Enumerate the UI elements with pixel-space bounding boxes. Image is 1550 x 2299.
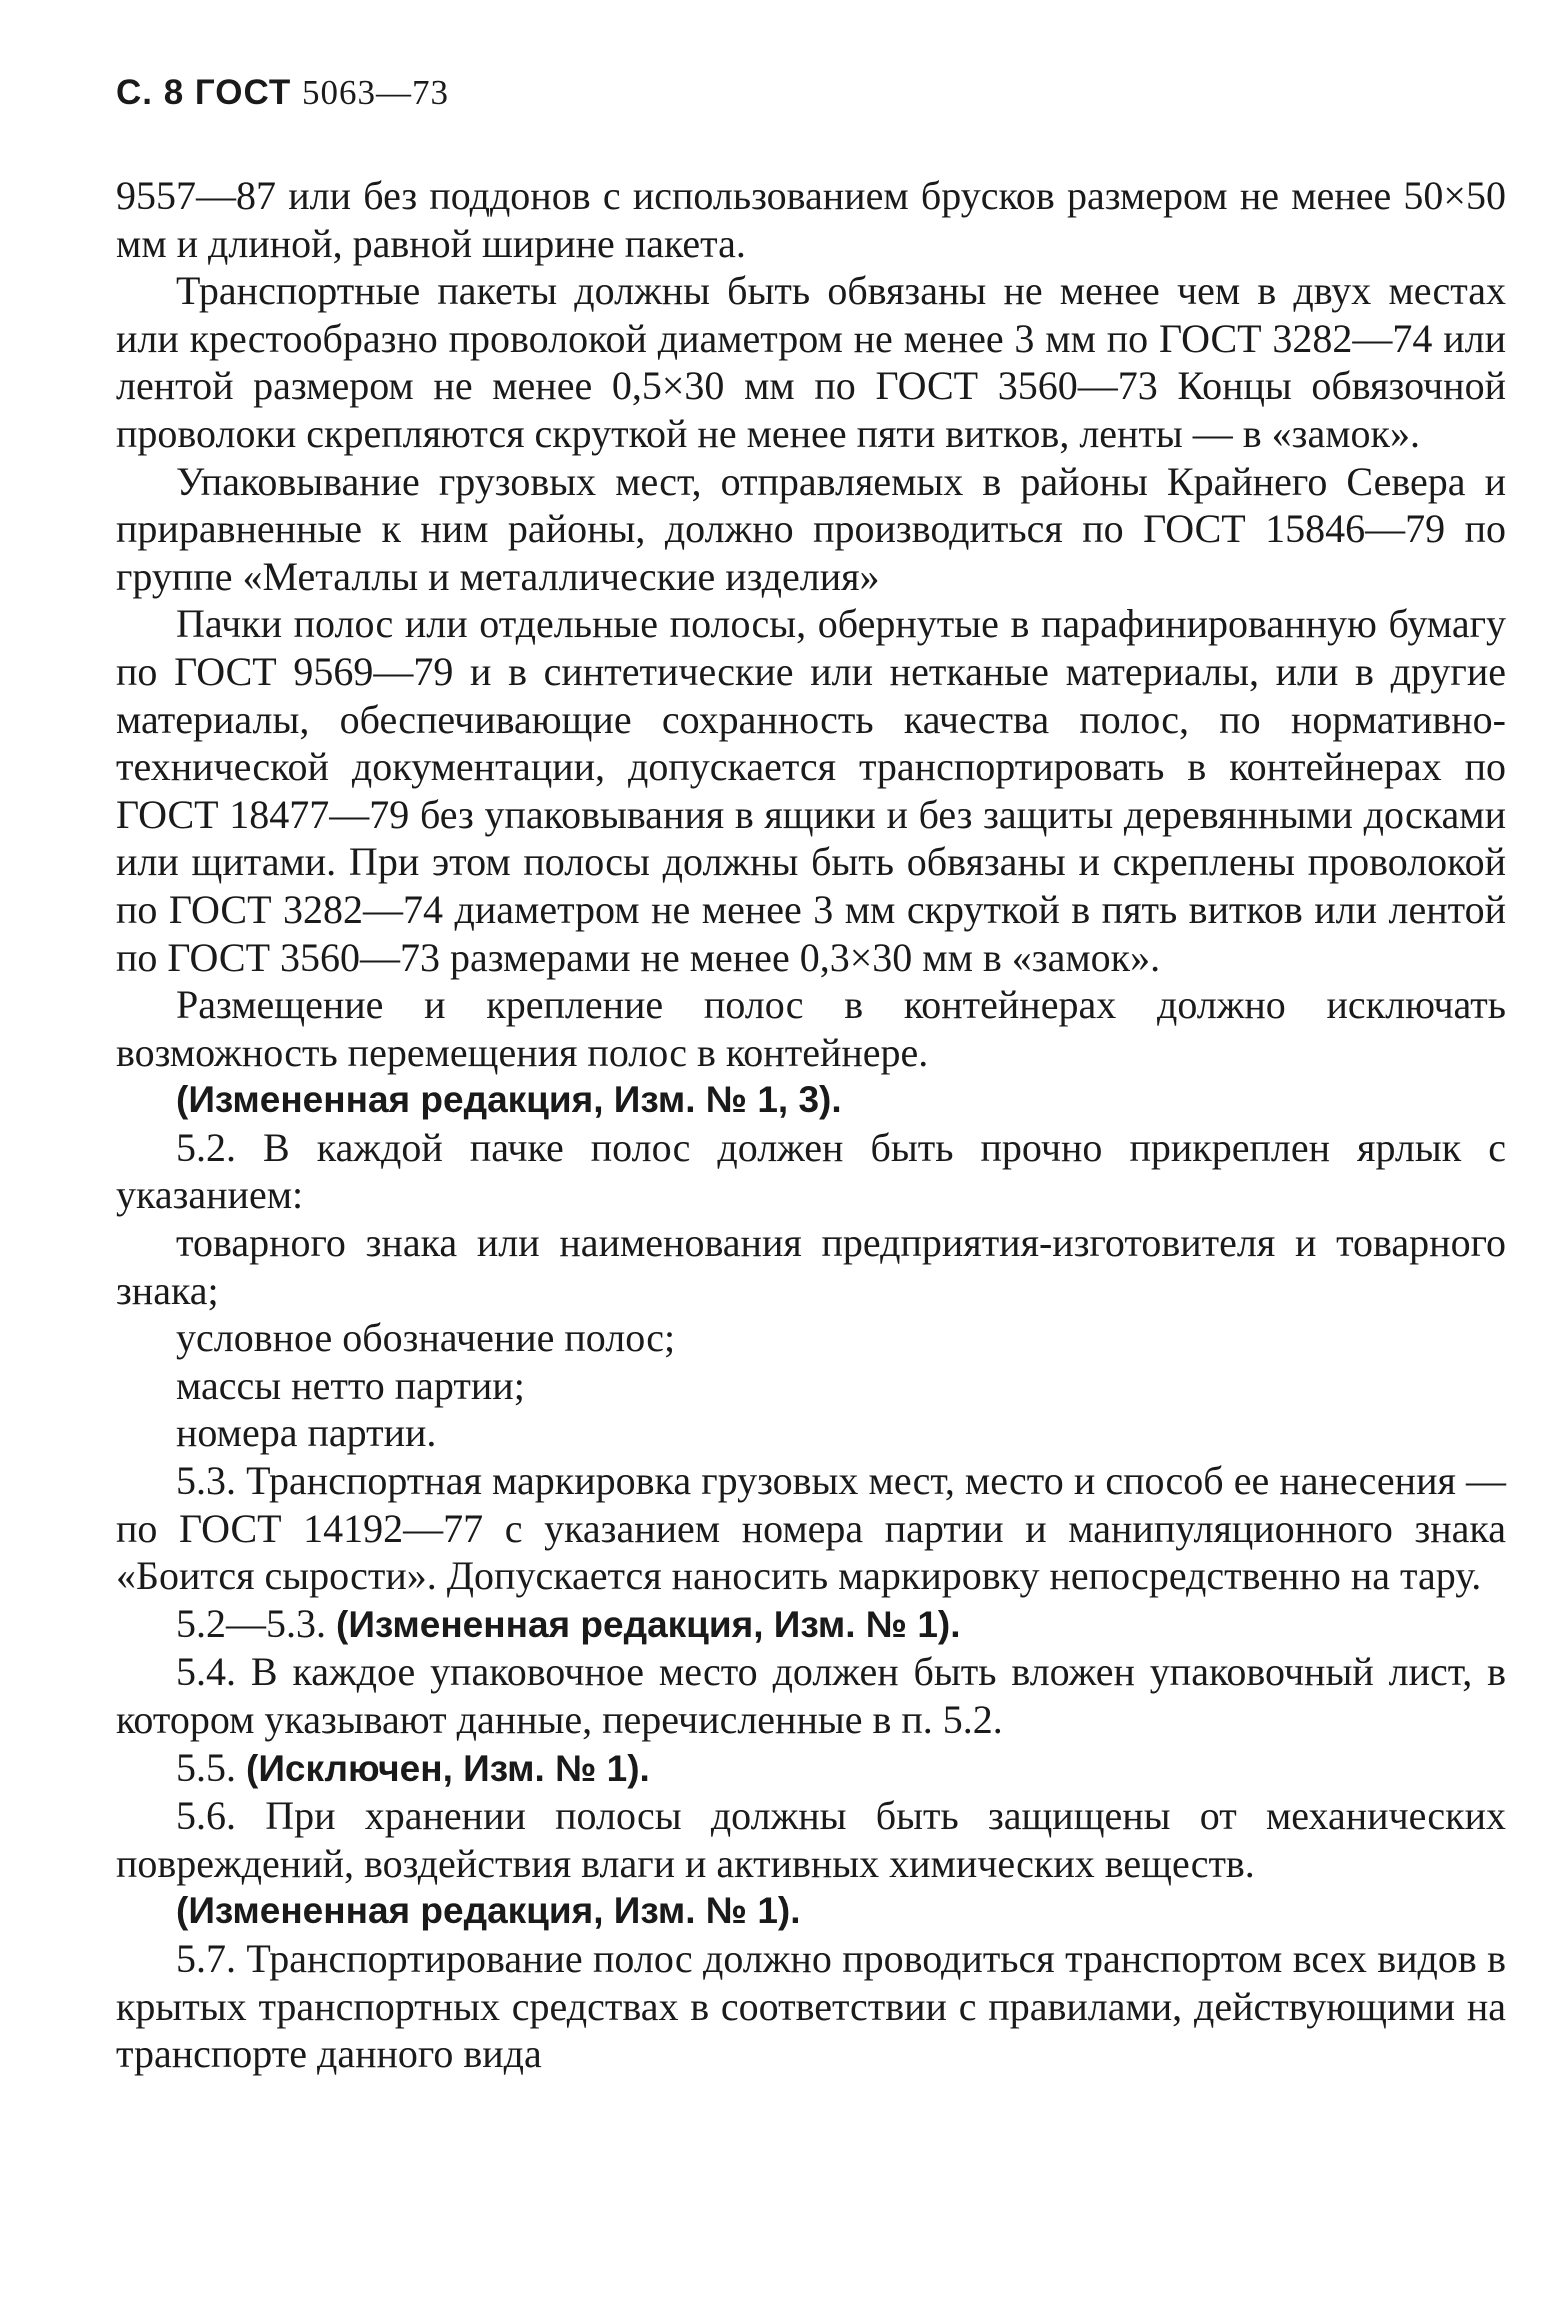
paragraph-continuation: 9557—87 или без поддонов с использованием брусков размером не менее 50×50 мм и длиной, равной ширине пакета.	[116, 173, 1506, 266]
amendment-text: (Измененная редакция, Изм. № 1).	[336, 1603, 961, 1645]
label-item-net-mass: массы нетто партии;	[176, 1362, 525, 1408]
label-item-trademark: товарного знака или наименования предприятия-изготовителя и товарного знака;	[116, 1220, 1506, 1313]
header-prefix: С. 8 ГОСТ	[116, 73, 292, 112]
paragraph-banding: Транспортные пакеты должны быть обвязаны не менее чем в двух местах или крестообразно проволокой диаметром не менее 3 мм по ГОСТ 3282—74 или лентой размером не менее 0,5×30 мм по ГОСТ 3560—73 Концы обвязочной проволоки скрепляются скруткой не менее пяти витков, ленты — в «замок».	[116, 268, 1506, 456]
amendment-note-5-6: (Измененная редакция, Изм. № 1).	[176, 1890, 801, 1932]
label-item-batch-number: номера партии.	[176, 1410, 437, 1456]
clause-5-4: 5.4. В каждое упаковочное место должен быть вложен упаковочный лист, в котором указывают данные, перечисленные в п. 5.2.	[116, 1649, 1506, 1742]
clause-5-2: 5.2. В каждой пачке полос должен быть прочно прикреплен ярлык с указанием:	[116, 1124, 1506, 1218]
amendment-note: (Измененная редакция, Изм. № 1, 3).	[176, 1079, 842, 1121]
header-standard-number: 5063—73	[302, 73, 450, 112]
clause-5-3: 5.3. Транспортная маркировка грузовых мест, место и способ ее нанесения — по ГОСТ 14192—77 с указанием номера партии и манипуляционного знака «Боится сырости». Допускается наносить маркировку непосредственно на тару.	[116, 1458, 1506, 1599]
label-item-designation: условное обозначение полос;	[176, 1315, 676, 1361]
amendment-note-5-2-5-3	[116, 1600, 1506, 1649]
clause-5-5	[116, 1744, 1506, 1793]
excluded-note: (Исключен, Изм. № 1).	[246, 1747, 650, 1789]
document-page	[116, 68, 1506, 2078]
paragraph-container-placement: Размещение и крепление полос в контейнерах должно исключать возможность перемещения полос в контейнере.	[116, 982, 1506, 1075]
clause-5-6: 5.6. При хранении полосы должны быть защищены от механических повреждений, воздействия влаги и активных химических веществ.	[116, 1793, 1506, 1886]
running-head	[116, 68, 1506, 118]
clause-range-label: 5.2—5.3.	[176, 1600, 326, 1646]
paragraph-far-north-packing: Упаковывание грузовых мест, отправляемых в районы Крайнего Севера и приравненные к ним районы, должно производиться по ГОСТ 15846—79 по группе «Металлы и металлические изделия»	[116, 458, 1506, 599]
clause-number-label: 5.5.	[176, 1744, 236, 1790]
clause-5-7: 5.7. Транспортирование полос должно проводиться транспортом всех видов в крытых транспортных средствах в соответствии с правилами, действующими на транспорте данного вида	[116, 1935, 1506, 2077]
body-text	[116, 172, 1506, 2078]
paragraph-container-transport: Пачки полос или отдельные полосы, обернутые в парафинированную бумагу по ГОСТ 9569—79 и в синтетические или нетканые материалы, или в другие материалы, обеспечивающие сохранность качества полос, по нормативно-технической документации, допускается транспортировать в контейнерах по ГОСТ 18477—79 без упаковывания в ящики и без защиты деревянными досками или щитами. При этом полосы должны быть обвязаны и скреплены проволокой по ГОСТ 3282—74 диаметром не менее 3 мм скруткой в пять витков или лентой по ГОСТ 3560—73 размерами не менее 0,3×30 мм в «замок».	[116, 601, 1506, 980]
